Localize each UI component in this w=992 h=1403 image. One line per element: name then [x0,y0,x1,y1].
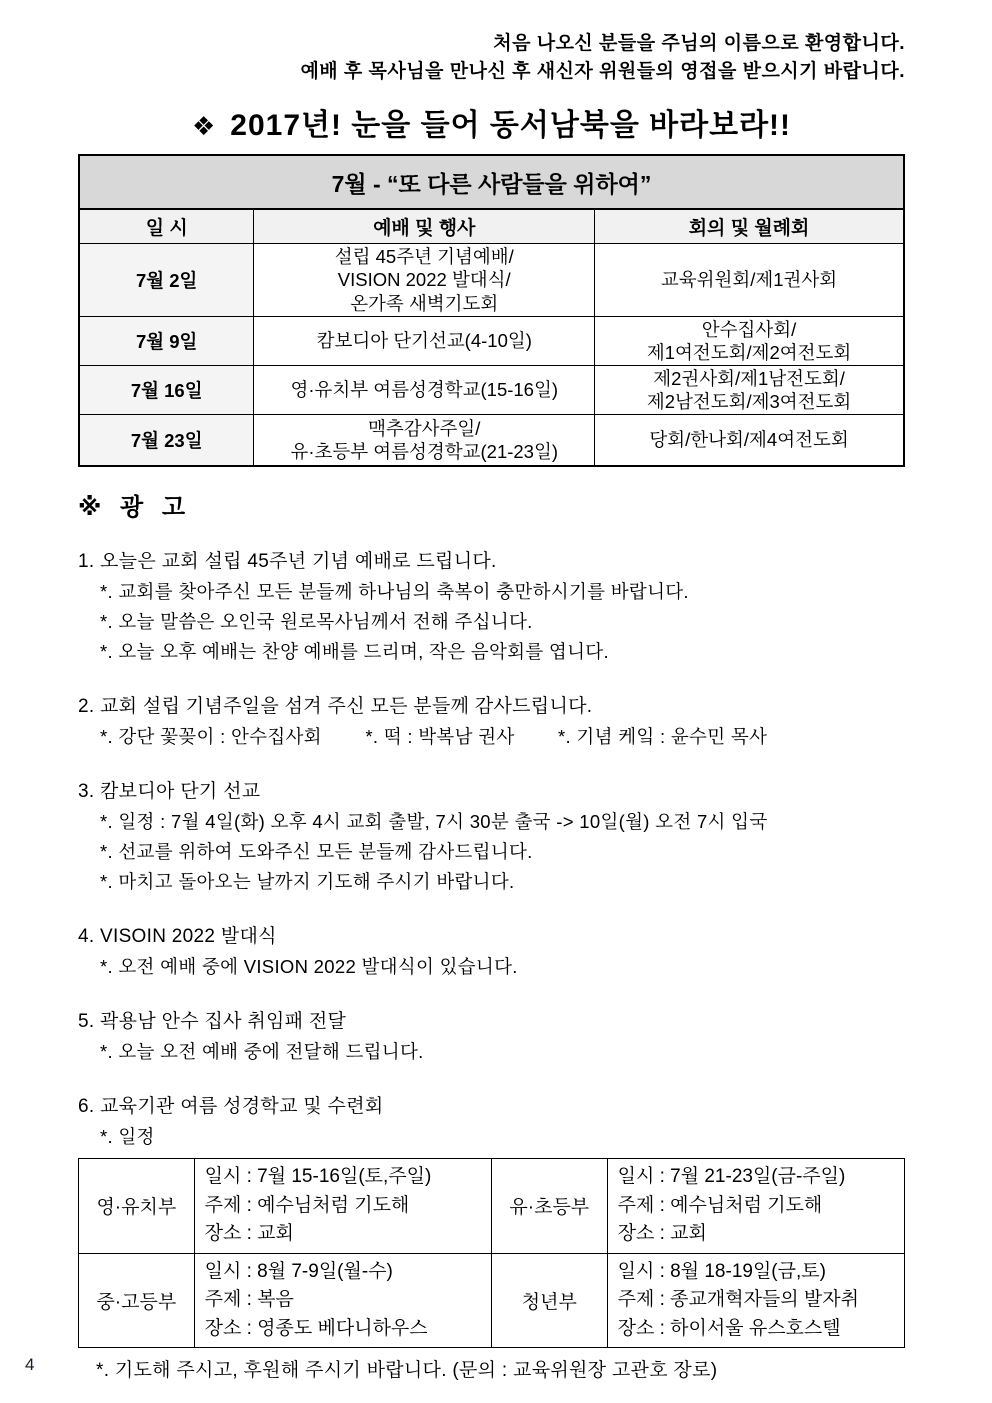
notice-item-title: 5. 곽용남 안수 집사 취임패 전달 [78,1011,347,1032]
program-detail-line: 주제 : 종교개혁자들의 발자취 [617,1289,859,1310]
program-detail-line: 주제 : 예수님처럼 기도해 [617,1194,823,1216]
notice-sub-line: *. 오늘 오전 예배 중에 전달해 드립니다. [100,1041,424,1062]
schedule-events [254,317,595,366]
notice-item-title: 1. 오늘은 교회 설립 45주년 기념 예배로 드립니다. [78,551,497,572]
notice-item-3 [78,777,905,897]
schedule-row [79,244,904,317]
program-detail-line: 장소 : 하이서울 유스호스텔 [617,1317,841,1339]
page-title [78,100,905,144]
summer-program-table [78,1158,905,1348]
meeting-line: 당회/한나회/제4여전도회 [649,429,849,451]
program-detail-line: 장소 : 교회 [617,1223,707,1244]
program-group: 영·유치부 [79,1159,195,1254]
notice-item-6 [78,1092,905,1152]
program-detail-line: 장소 : 영종도 베다니하우스 [204,1317,428,1339]
notice-sub-line: *. 오늘 오후 예배는 찬양 예배를 드리며, 작은 음악회를 엽니다. [100,641,609,662]
notice-sub-line: *. 오전 예배 중에 VISION 2022 발대식이 있습니다. [100,956,518,977]
bulletin-content [78,30,905,1386]
notice-item-title: 3. 캄보디아 단기 선교 [78,781,261,802]
schedule-caption: 7월 - “또 다른 사람들을 위하여” [79,155,904,209]
program-detail-line: 일시 : 8월 18-19일(금,토) [617,1260,826,1282]
footer-note: *. 기도해 주시고, 후원해 주시기 바랍니다. (문의 : 교육위원장 고관호 장로) [96,1360,718,1381]
schedule-row [79,366,904,415]
table-header-row [79,209,904,244]
notice-sub-line: *. 강단 꽃꽂이 : 안수집사회 *. 떡 : 박복남 권사 *. 기념 케잌 : 윤수민 목사 [100,726,768,747]
schedule-date: 7월 2일 [79,244,254,317]
program-details [194,1253,491,1348]
event-line: 맥추감사주일/ [368,417,481,439]
meeting-line: 교육위원회/제1권사회 [660,269,838,291]
meeting-line: 제2권사회/제1남전도회/ [653,367,845,389]
notice-sub-line: *. 교회를 찾아주신 모든 분들께 하나님의 축복이 충만하시기를 바랍니다. [100,581,689,602]
page-title-text: 2017년! 눈을 들어 동서남북을 바라보라!! [230,109,792,142]
col-header-meetings: 회의 및 월례회 [595,209,904,244]
notice-item-1 [78,547,905,667]
meeting-line: 제2남전도회/제3여전도회 [646,391,852,412]
notice-sub-line: *. 오늘 말씀은 오인국 원로목사님께서 전해 주십니다. [100,611,533,632]
meeting-line: 안수집사회/ [701,318,797,340]
schedule-events [254,415,595,467]
schedule-meetings [595,244,904,317]
program-group: 청년부 [491,1253,607,1348]
welcome-line-1: 처음 나오신 분들을 주님의 이름으로 환영합니다. [493,33,905,54]
july-schedule-table [78,154,905,467]
diamond-bullet-icon: ❖ [191,111,217,141]
col-header-date: 일 시 [79,209,254,244]
program-group: 중·고등부 [79,1253,195,1348]
notice-item-4 [78,922,905,982]
program-detail-line: 일시 : 8월 7-9일(월-수) [204,1260,393,1282]
schedule-date: 7월 16일 [79,366,254,415]
notice-item-5 [78,1007,905,1067]
program-detail-line: 일시 : 7월 15-16일(토,주일) [204,1166,432,1187]
program-details [607,1159,904,1254]
schedule-meetings [595,317,904,366]
notice-item-title: 6. 교육기관 여름 성경학교 및 수련회 [78,1096,384,1117]
program-details [607,1253,904,1348]
notice-heading: ※ 광 고 [78,494,192,521]
event-line: 캄보디아 단기선교(4-10일) [316,330,532,352]
event-line: VISION 2022 발대식/ [337,269,511,291]
schedule-events [254,366,595,415]
schedule-row [79,317,904,366]
table-caption-row [79,155,904,209]
schedule-meetings [595,366,904,415]
event-line: 영·유치부 여름성경학교(15-16일) [290,379,559,401]
program-detail-line: 일시 : 7월 21-23일(금-주일) [617,1166,846,1187]
notice-item-2 [78,692,905,752]
program-row [79,1253,905,1348]
notice-item-title: 2. 교회 설립 기념주일을 섬겨 주신 모든 분들께 감사드립니다. [78,696,593,717]
notice-sub-line: *. 일정 [100,1126,155,1147]
welcome-line-2: 예배 후 목사님을 만나신 후 새신자 위원들의 영접을 받으시기 바랍니다. [300,61,905,82]
notice-sub-line: *. 마치고 돌아오는 날까지 기도해 주시기 바랍니다. [100,871,515,892]
notice-item-title: 4. VISOIN 2022 발대식 [78,926,277,947]
notice-sub-line: *. 선교를 위하여 도와주신 모든 분들께 감사드립니다. [100,841,533,862]
event-line: 온가족 새벽기도회 [350,292,499,314]
event-line: 유·초등부 여름성경학교(21-23일) [290,441,559,462]
schedule-date: 7월 23일 [79,415,254,467]
program-detail-line: 주제 : 복음 [204,1289,294,1310]
notice-sub-line: *. 일정 : 7월 4일(화) 오후 4시 교회 출발, 7시 30분 출국 -> 10일(월) 오전 7시 입국 [100,811,768,832]
event-line: 설립 45주년 기념예배/ [334,245,514,267]
schedule-row [79,415,904,467]
schedule-events [254,244,595,317]
program-group: 유·초등부 [491,1159,607,1254]
program-row [79,1159,905,1254]
schedule-meetings [595,415,904,467]
welcome-block [78,30,905,86]
program-detail-line: 장소 : 교회 [204,1223,294,1244]
program-detail-line: 주제 : 예수님처럼 기도해 [204,1194,410,1216]
schedule-date: 7월 9일 [79,317,254,366]
program-details [194,1159,491,1254]
col-header-events: 예배 및 행사 [254,209,595,244]
page-number: 4 [25,1355,35,1374]
meeting-line: 제1여전도회/제2여전도회 [646,342,852,363]
